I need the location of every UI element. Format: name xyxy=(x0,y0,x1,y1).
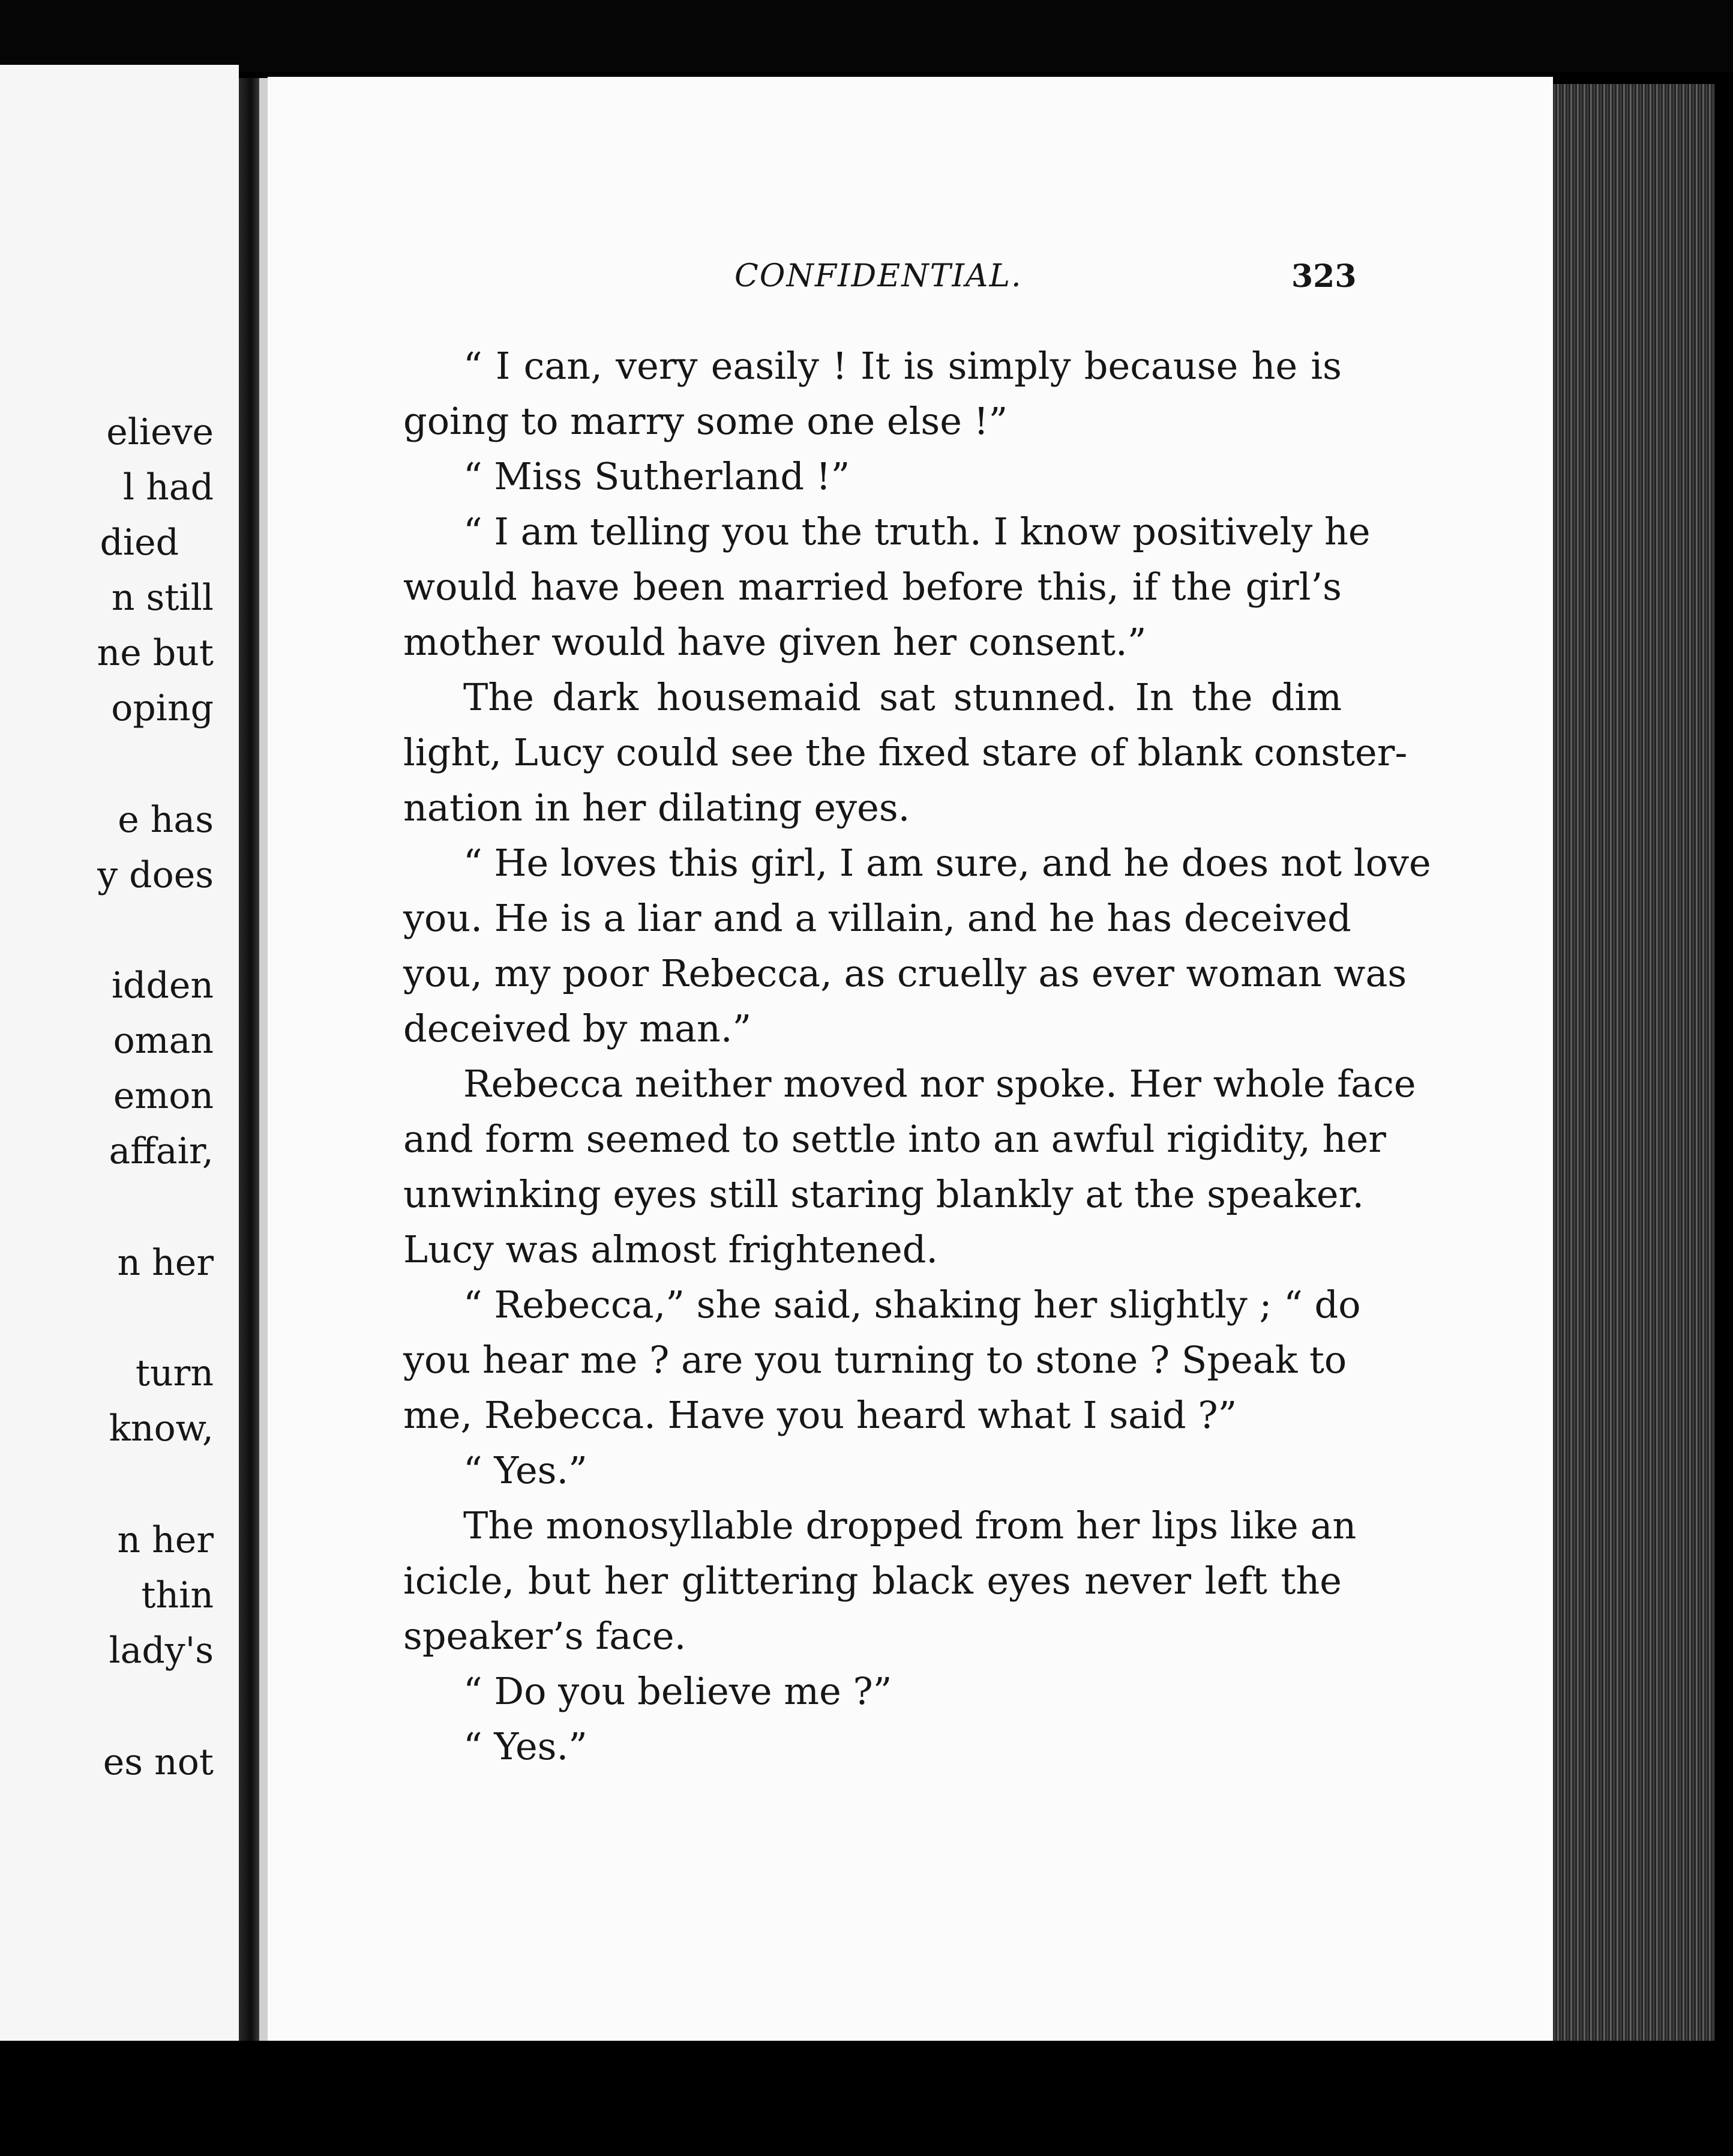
text-line: you hear me ? are you turning to stone ? Speak to xyxy=(403,1338,1347,1382)
text-line: me, Rebecca. Have you heard what I said ?” xyxy=(403,1393,1237,1437)
left-page xyxy=(0,65,239,2046)
text-line: you, my poor Rebecca, as cruelly as ever woman was xyxy=(403,951,1407,995)
left-page-fragment: emon xyxy=(113,1075,214,1117)
gutter-edge xyxy=(259,78,268,2041)
left-page-fragment: idden xyxy=(111,965,214,1007)
text-line: unwinking eyes still staring blankly at the speaker. xyxy=(403,1172,1365,1216)
left-page-fragment: affair, xyxy=(109,1130,214,1172)
top-border xyxy=(0,0,1733,72)
text-line: would have been married before this, if the girl’s xyxy=(403,565,1342,609)
page-edges xyxy=(1553,84,1715,2041)
left-page-fragment: oping xyxy=(111,687,214,729)
text-line: “ I can, very easily ! It is simply because he is xyxy=(463,344,1342,388)
left-page-fragment: e has xyxy=(118,799,214,841)
page-number: 323 xyxy=(1291,258,1357,295)
text-line: “ Miss Sutherland !” xyxy=(463,454,850,498)
text-line: “ Yes.” xyxy=(463,1724,587,1768)
text-line: icicle, but her glittering black eyes never left the xyxy=(403,1559,1342,1603)
left-page-fragment: n still xyxy=(111,577,214,619)
text-line: “ Do you believe me ?” xyxy=(463,1669,892,1713)
left-page-fragment: y does xyxy=(97,854,214,896)
left-page-fragment: n her xyxy=(117,1519,214,1561)
text-line: The monosyllable dropped from her lips like an xyxy=(463,1504,1357,1547)
text-line: deceived by man.” xyxy=(403,1007,752,1050)
text-line: going to marry some one else !” xyxy=(403,399,1008,443)
book-gutter xyxy=(239,78,259,2041)
text-line: nation in her dilating eyes. xyxy=(403,786,910,830)
text-line: Rebecca neither moved nor spoke. Her whole face xyxy=(463,1062,1416,1106)
left-page-fragment: oman xyxy=(113,1020,214,1062)
text-line: “ He loves this girl, I am sure, and he does not love xyxy=(463,841,1431,885)
left-page-fragment: know, xyxy=(109,1408,214,1450)
text-line: and form seemed to settle into an awful rigidity, her xyxy=(403,1117,1386,1161)
bottom-border xyxy=(0,2041,1733,2156)
text-line: mother would have given her consent.” xyxy=(403,620,1147,664)
text-line: The dark housemaid sat stunned. In the dim xyxy=(463,675,1342,719)
left-page-fragment: es not xyxy=(103,1741,214,1783)
text-line: “ I am telling you the truth. I know positively he xyxy=(463,510,1371,553)
text-line: speaker’s face. xyxy=(403,1614,686,1658)
left-page-fragment: ne but xyxy=(97,632,214,674)
text-line: “ Yes.” xyxy=(463,1448,587,1492)
text-line: light, Lucy could see the fixed stare of blank conster- xyxy=(403,730,1408,774)
running-head: CONFIDENTIAL. xyxy=(734,258,1023,294)
text-line: you. He is a liar and a villain, and he has deceived xyxy=(403,896,1351,940)
left-page-fragment: thin xyxy=(141,1574,214,1616)
left-page-fragment: elieve xyxy=(106,411,214,453)
left-page-fragment: n her xyxy=(117,1242,214,1284)
text-line: Lucy was almost frightened. xyxy=(403,1227,939,1271)
left-page-fragment: lady's xyxy=(109,1630,214,1672)
text-line: “ Rebecca,” she said, shaking her slightly ; “ do xyxy=(463,1283,1361,1326)
left-page-fragment: l had xyxy=(122,466,214,508)
left-page-fragment: turn xyxy=(135,1352,214,1394)
left-page-fragment: died xyxy=(100,522,179,564)
